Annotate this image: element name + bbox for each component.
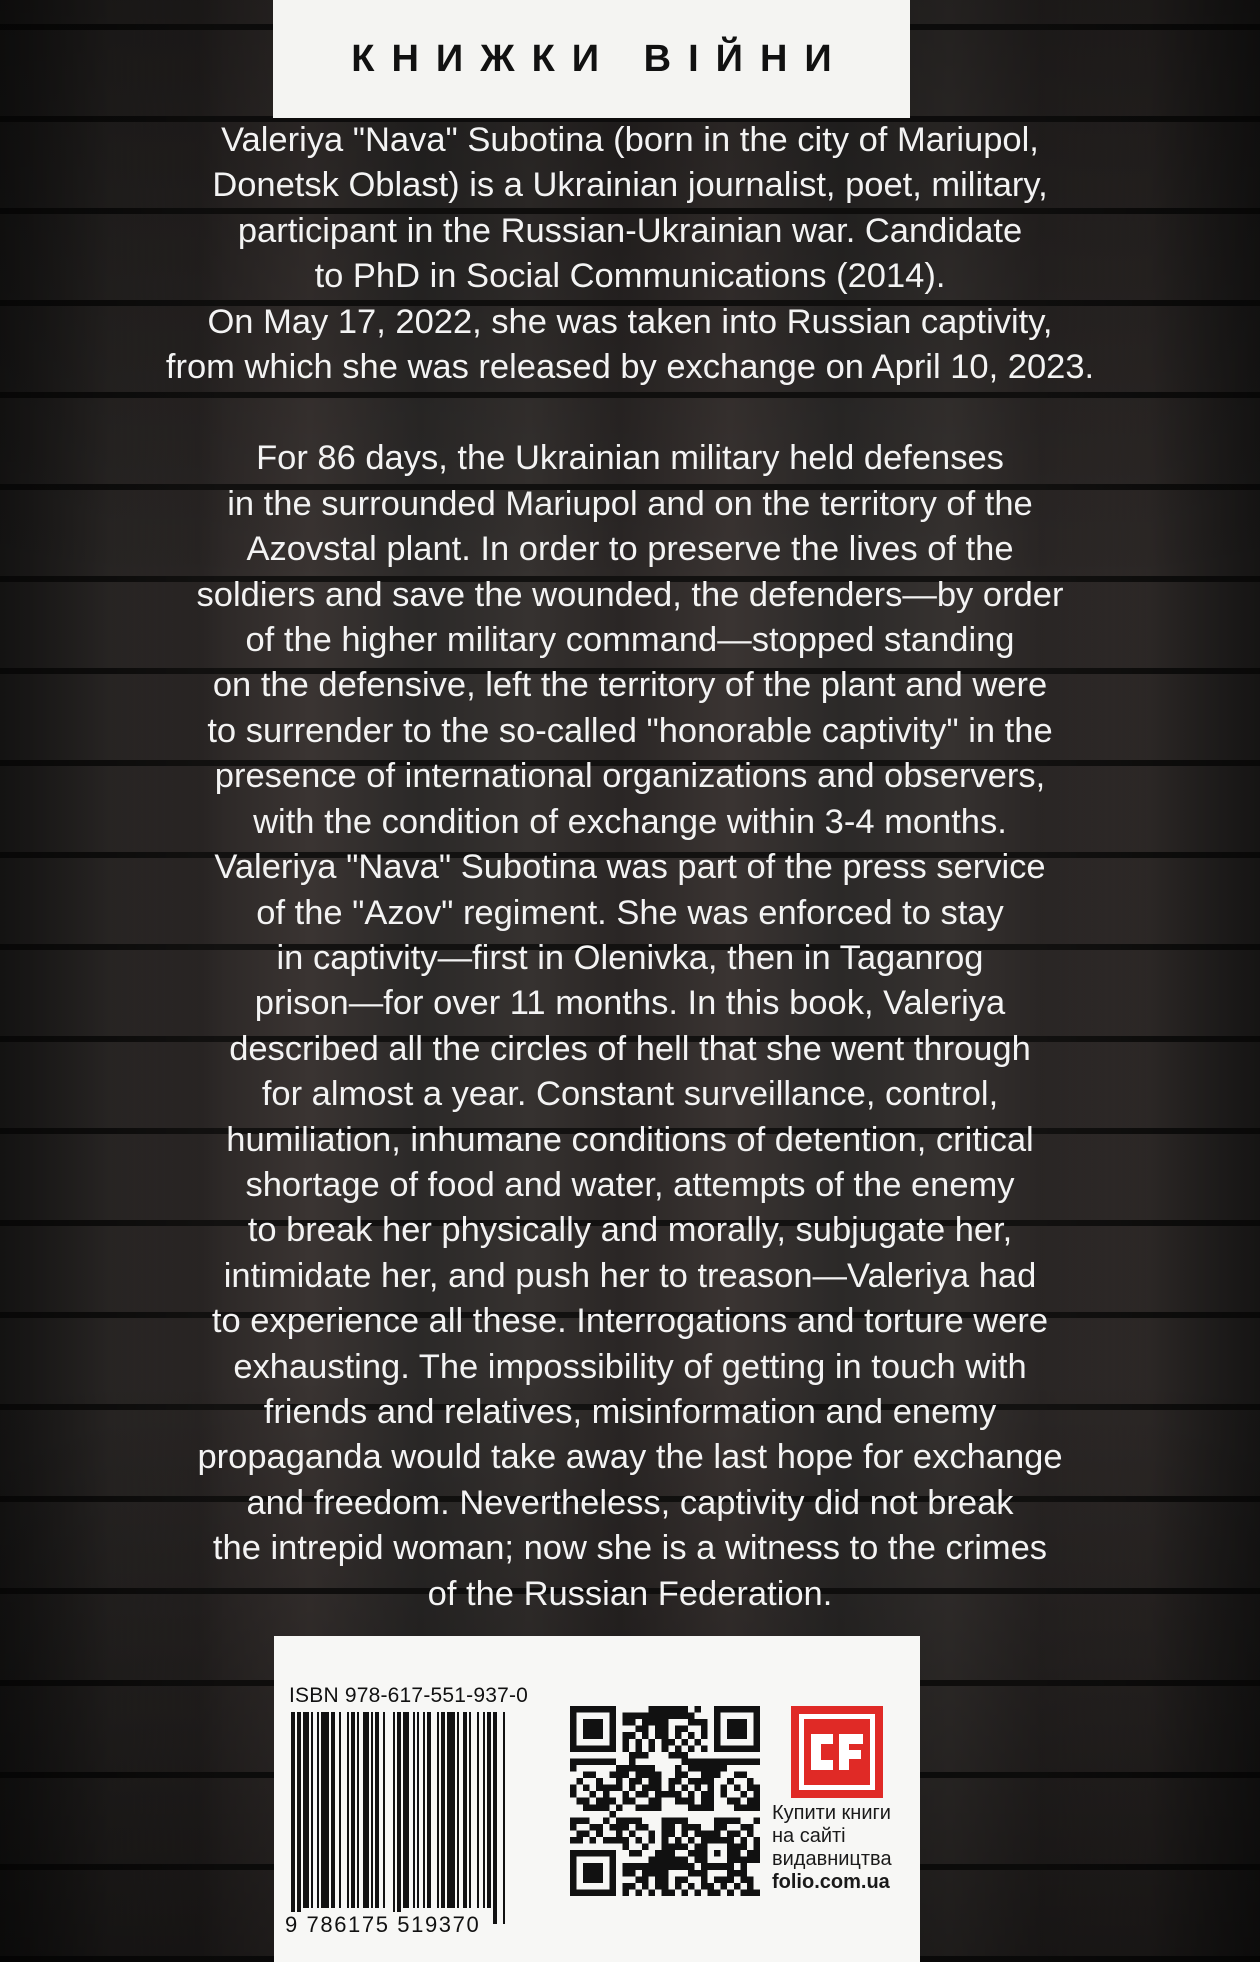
description-line: Valeriya "Nava" Subotina (born in the city of Mariupol, [221, 121, 1039, 159]
barcode-bar [297, 1712, 301, 1924]
barcode-bar [441, 1712, 445, 1908]
barcode-bar [339, 1712, 341, 1908]
description-line: and freedom. Nevertheless, captivity did not break [246, 1483, 1014, 1522]
barcode-bar [347, 1712, 349, 1908]
barcode-bar [393, 1712, 395, 1924]
barcode-bar [437, 1712, 439, 1908]
description-line: shortage of food and water, attempts of the enemy [245, 1165, 1015, 1204]
barcode-bar [351, 1712, 355, 1908]
barcode-bar [417, 1712, 419, 1908]
barcode-bar [397, 1712, 401, 1924]
barcode-bar [321, 1712, 329, 1908]
barcode-bar [477, 1712, 479, 1908]
buy-line-1: Купити книги [772, 1802, 891, 1824]
barcode-bar [311, 1712, 313, 1908]
barcode-bar [493, 1712, 497, 1924]
description-line: presence of international organizations and observers, [214, 757, 1046, 796]
description-line: the intrepid woman; now she is a witness to the crimes [212, 1529, 1048, 1568]
description-line: to experience all these. Interrogations and torture were [211, 1302, 1049, 1341]
barcode-bar [383, 1712, 385, 1908]
description-line: Donetsk Oblast) is a Ukrainian journalist, poet, military, [212, 166, 1048, 205]
buy-line-2: на сайті [772, 1825, 846, 1847]
description-line: friends and relatives, misinformation and enemy [263, 1392, 997, 1431]
description-line: participant in the Russian-Ukrainian war. Candidate [237, 211, 1023, 250]
description-line: to surrender to the so-called "honorable captivity" in the [207, 711, 1053, 750]
barcode-bar [317, 1712, 319, 1908]
series-title: КНИЖКИ ВІЙНИ [351, 37, 849, 80]
barcode-bar [413, 1712, 415, 1908]
publisher-logo [791, 1706, 883, 1798]
barcode-bar [469, 1712, 471, 1908]
isbn-label: ISBN 978-617-551-937-0 [289, 1684, 529, 1707]
barcode-bar [403, 1712, 409, 1908]
description-line: Valeriya "Nava" Subotina was part of the press service [214, 848, 1046, 887]
barcode-bar [503, 1712, 505, 1924]
buy-line-3: видавництва [772, 1848, 892, 1870]
barcode-bar [371, 1712, 373, 1908]
ean-digits: 9 786175 519370 [282, 1912, 483, 1938]
barcode-bar [423, 1712, 425, 1908]
barcode-bar [331, 1712, 335, 1908]
description-line: to break her physically and morally, subjugate her, [247, 1211, 1013, 1250]
description-line: soldiers and save the wounded, the defenders—by order [196, 575, 1064, 614]
barcode-bar [463, 1712, 467, 1908]
ean-barcode [287, 1712, 549, 1924]
barcode-bar [457, 1712, 459, 1908]
buy-books-text [772, 1802, 912, 1894]
description-line: of the "Azov" regiment. She was enforced to stay [256, 893, 1004, 932]
description-line: Azovstal plant. In order to preserve the lives of the [246, 530, 1014, 569]
description-line: prison—for over 11 months. In this book, Valeriya [254, 984, 1006, 1023]
description-line: in captivity—first in Olenivka, then in Taganrog [276, 938, 984, 977]
description-line: intimidate her, and push her to treason—Valeriya had [223, 1256, 1037, 1295]
book-description [60, 118, 1200, 1617]
barcode-bar [357, 1712, 359, 1908]
barcode-bar [427, 1712, 431, 1908]
qr-code-icon[interactable] [570, 1706, 760, 1896]
publisher-site-link[interactable]: folio.com.ua [772, 1871, 890, 1893]
description-line: to PhD in Social Communications (2014). [314, 257, 946, 296]
description-paragraph-2 [60, 436, 1200, 1617]
description-line: of the higher military command—stopped standing [245, 621, 1015, 660]
series-banner [273, 0, 910, 118]
back-cover-info-panel [274, 1636, 920, 1962]
description-line: described all the circles of hell that she went through [229, 1029, 1031, 1068]
description-line: of the Russian Federation. [427, 1574, 833, 1613]
description-line: in the surrounded Mariupol and on the territory of the [227, 484, 1033, 523]
barcode-bar [487, 1712, 491, 1908]
barcode-bar [375, 1712, 379, 1908]
description-line: On May 17, 2022, she was taken into Russian captivity, [207, 302, 1053, 341]
description-line: For 86 days, the Ukrainian military held defenses [256, 439, 1004, 478]
barcode-bar [303, 1712, 309, 1908]
description-line: for almost a year. Constant surveillance, control, [261, 1075, 999, 1114]
description-line: on the defensive, left the territory of the plant and were [212, 666, 1048, 705]
barcode-bar [291, 1712, 295, 1924]
barcode-bar [363, 1712, 369, 1908]
description-line: propaganda would take away the last hope for exchange [197, 1438, 1063, 1477]
barcode-bar [447, 1712, 455, 1908]
description-paragraph-1 [60, 118, 1200, 390]
description-line: with the condition of exchange within 3-4 months. [253, 802, 1007, 841]
barcode-bar [483, 1712, 485, 1908]
description-line: from which she was released by exchange on April 10, 2023. [165, 348, 1095, 387]
description-line: humiliation, inhumane conditions of detention, critical [226, 1120, 1034, 1159]
description-line: exhausting. The impossibility of getting in touch with [233, 1347, 1027, 1386]
